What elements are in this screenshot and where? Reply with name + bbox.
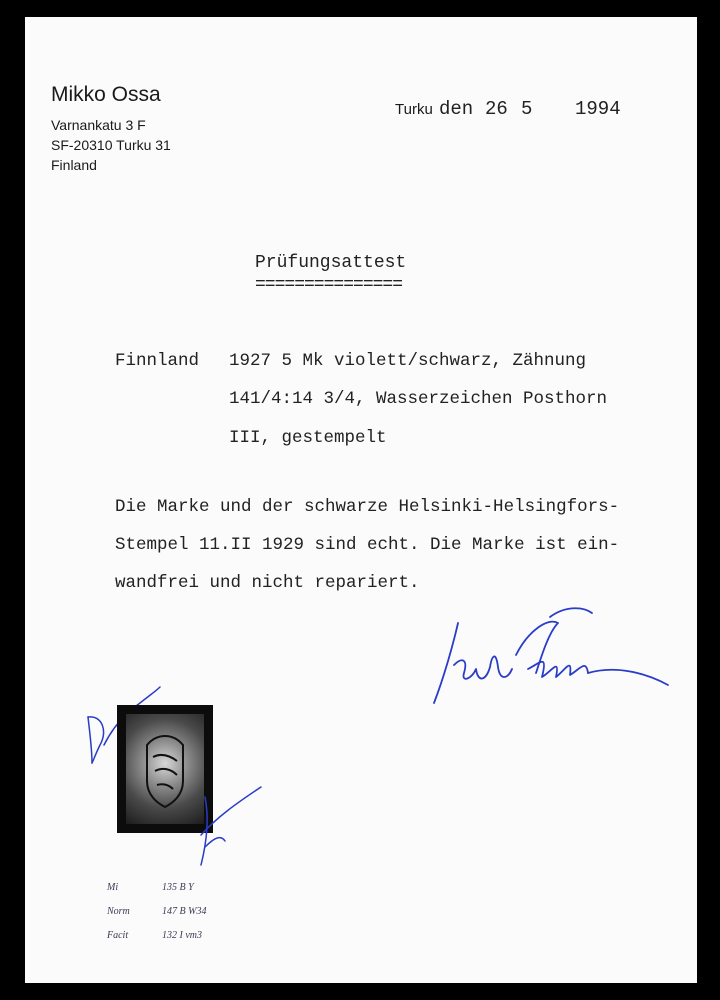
stamp-description-line-1: 1927 5 Mk violett/schwarz, Zähnung [229, 351, 587, 371]
note-value-facit: 132 I vm3 [162, 930, 202, 941]
statement-line-2: Stempel 11.II 1929 sind echt. Die Marke ist ein- [115, 535, 620, 555]
date-day: 26 [485, 98, 508, 120]
date-place: Turku [395, 101, 433, 118]
date-prefix: den [439, 98, 474, 120]
stamp-description-line-2: 141/4:14 3/4, Wasserzeichen Posthorn [229, 389, 608, 409]
note-value-mi: 135 B Y [162, 882, 194, 893]
sender-name: Mikko Ossa [51, 83, 161, 106]
stamp-country: Finnland [115, 351, 200, 371]
date-month: 5 [521, 98, 533, 120]
sender-street: Varnankatu 3 F [51, 117, 146, 133]
examiner-mark-on-stamp [165, 777, 275, 887]
note-label-mi: Mi [107, 882, 119, 893]
statement-line-1: Die Marke und der schwarze Helsinki-Helsingfors- [115, 497, 620, 517]
sender-postcode-city: SF-20310 Turku 31 [51, 137, 171, 153]
title-underline: =============== [255, 275, 403, 295]
certificate-sheet [25, 17, 697, 983]
examiner-signature [420, 595, 680, 715]
date-year: 1994 [575, 98, 621, 120]
statement-line-3: wandfrei und nicht repariert. [115, 573, 420, 593]
note-label-facit: Facit [107, 930, 129, 941]
document-title: Prüfungsattest [255, 253, 407, 273]
sender-country: Finland [51, 157, 97, 173]
note-label-norm: Norm [107, 906, 130, 917]
note-value-norm: 147 B W34 [162, 906, 207, 917]
stamp-description-line-3: III, gestempelt [229, 428, 387, 448]
